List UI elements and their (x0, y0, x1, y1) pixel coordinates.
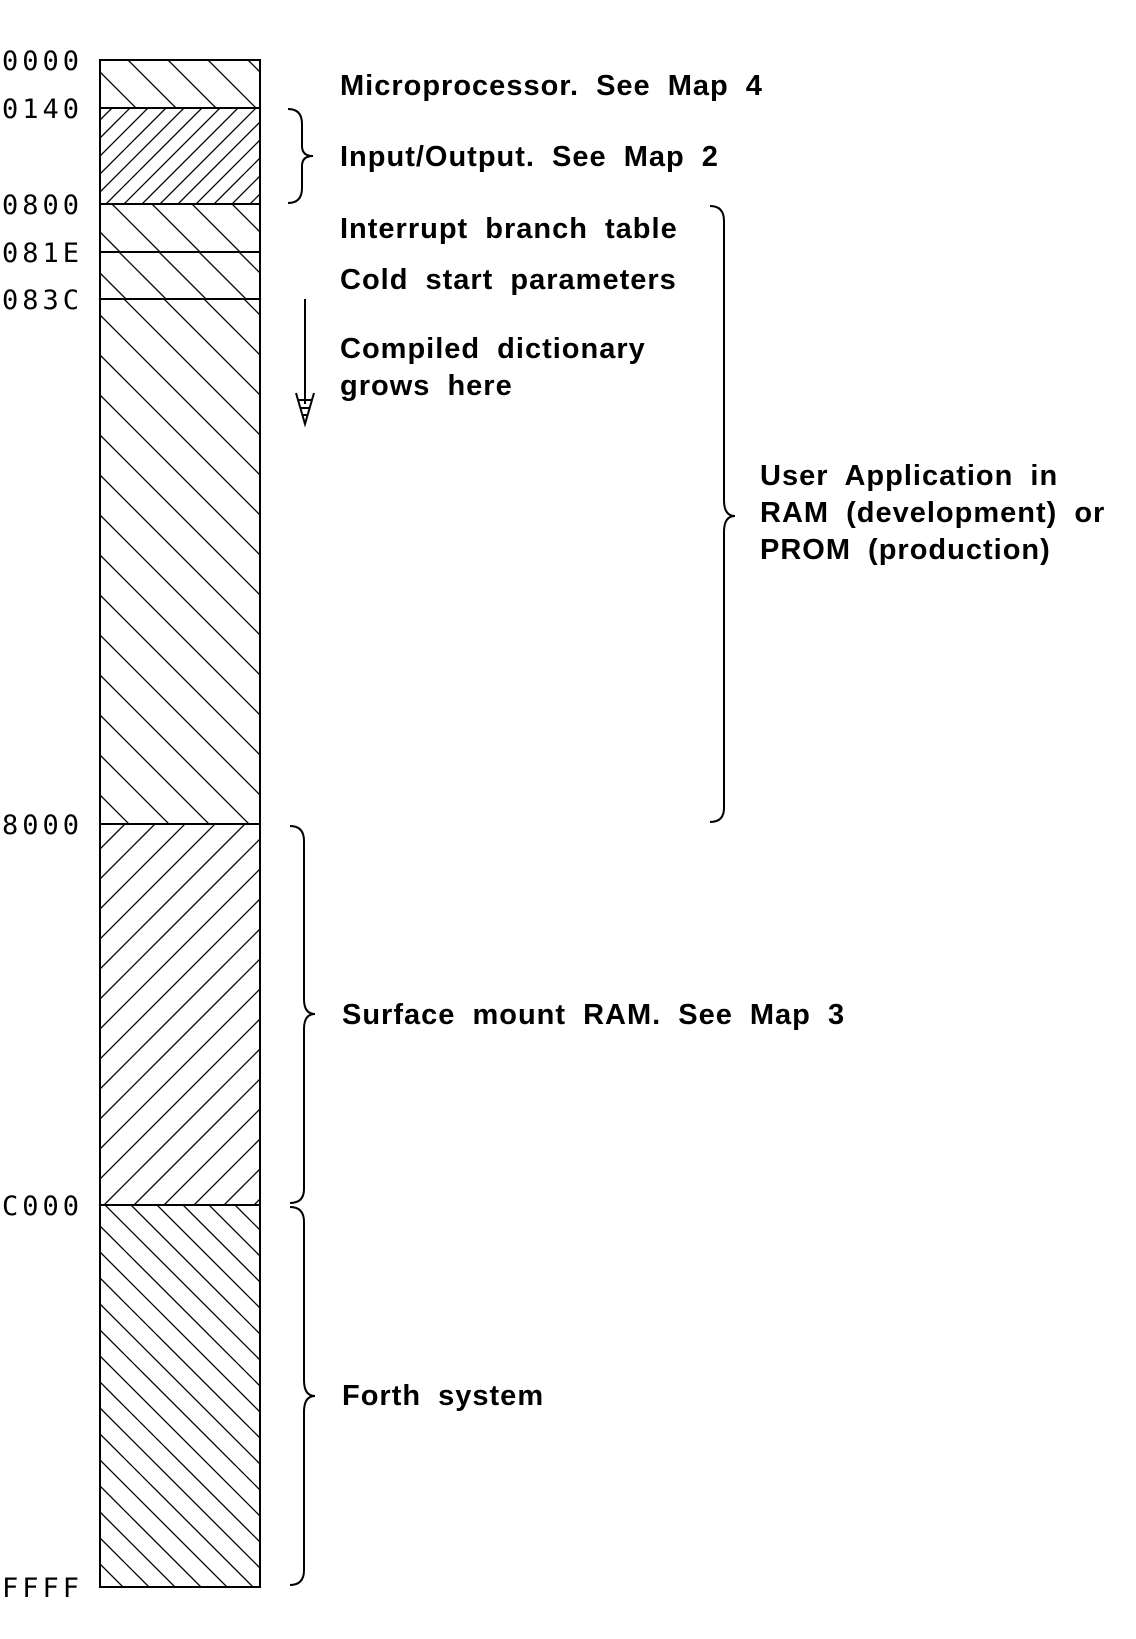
hatch-line (100, 475, 260, 635)
hatch-line (100, 342, 260, 502)
hatch-line (100, 320, 260, 480)
hatch-line (100, 374, 260, 534)
hatch-line (100, 432, 260, 592)
hatch-line (100, 1252, 260, 1412)
hatch-line (100, 1275, 260, 1435)
hatch-line (100, 56, 260, 216)
hatch-line (100, 1148, 260, 1308)
hatch-line (100, 752, 260, 912)
brace-forth-system (290, 1207, 315, 1585)
hatch-line (100, 248, 260, 408)
hatch-line (100, 264, 260, 424)
hatch-line (100, 509, 260, 669)
hatch-line (100, 1408, 260, 1568)
label-user-application-line3: PROM (production) (760, 534, 1051, 566)
hatch-line (100, 353, 260, 513)
address-8000: 8000 (2, 810, 84, 841)
hatch-line (100, 395, 260, 555)
address-ffff: FFFF (2, 1573, 84, 1604)
microprocessor-region (100, 0, 260, 632)
hatch-line (100, 176, 260, 336)
hatch-line (100, 428, 260, 588)
hatch-line (100, 862, 260, 1022)
hatch-line (100, 73, 260, 233)
hatch-line (100, 392, 260, 552)
hatch-line (100, 1435, 260, 1595)
hatch-line (100, 359, 260, 519)
hatch-line (100, 608, 260, 768)
hatch-line (100, 1330, 260, 1490)
hatch-line (100, 833, 260, 993)
hatch-line (100, 266, 260, 426)
hatch-line (100, 992, 260, 1152)
hatch-line (100, 435, 260, 595)
hatch-line (100, 113, 260, 273)
hatch-line (100, 569, 260, 729)
address-0140: 0140 (2, 94, 84, 125)
hatch-line (100, 368, 260, 528)
hatch-line (100, 230, 260, 390)
hatch-line (100, 1139, 260, 1299)
hatch-line (100, 706, 260, 866)
hatch-line (100, 272, 260, 432)
hatch-line (100, 192, 260, 352)
hatch-line (100, 1434, 260, 1594)
hatch-line (100, 315, 260, 475)
hatch-line (100, 1109, 260, 1269)
address-081e: 081E (2, 238, 84, 269)
hatch-line (100, 152, 260, 312)
hatch-line (100, 0, 260, 30)
hatch-line (100, 1382, 260, 1542)
hatch-line (100, 839, 260, 999)
hatch-line (100, 472, 260, 632)
hatch-line (100, 810, 260, 970)
hatch-line (100, 134, 260, 294)
hatch-line (100, 793, 260, 953)
hatch-line (100, 602, 260, 762)
hatch-line (100, 0, 260, 33)
hatch-line (100, 989, 260, 1149)
hatch-line (100, 675, 260, 835)
hatch-line (100, 518, 260, 678)
hatch-line (100, 432, 260, 592)
hatch-line (100, 239, 260, 399)
hatch-line (100, 914, 260, 1074)
hatch-line (100, 712, 260, 872)
hatch-line (100, 1439, 260, 1599)
hatch-line (100, 0, 260, 138)
hatch-line (100, 0, 260, 32)
hatch-line (100, 550, 260, 710)
hatch-line (100, 1379, 260, 1539)
hatch-line (100, 356, 260, 516)
hatch-line (100, 626, 260, 786)
hatch-line (100, 1096, 260, 1256)
hatch-line (100, 0, 260, 159)
hatch-line (100, 449, 260, 609)
hatch-line (100, 1174, 260, 1334)
address-083c: 083C (2, 285, 84, 316)
hatch-line (100, 0, 260, 102)
hatch-line (100, 554, 260, 714)
hatch-line (100, 193, 260, 353)
hatch-line (100, 446, 260, 606)
hatch-line (100, 122, 260, 282)
hatch-line (100, 512, 260, 672)
hatch-line (100, 836, 260, 996)
hatch-line (100, 0, 260, 69)
hatch-line (100, 1122, 260, 1282)
hatch-line (100, 0, 260, 138)
hatch-line (100, 155, 260, 315)
hatch-line (100, 1499, 260, 1639)
hatch-line (100, 1469, 260, 1629)
hatch-line (100, 593, 260, 753)
hatch-line (100, 713, 260, 873)
hatch-line (100, 393, 260, 553)
hatch-line (100, 758, 260, 918)
hatch-line (100, 572, 260, 732)
hatch-line (100, 628, 260, 788)
hatch-line (100, 4, 260, 164)
hatch-line (100, 50, 260, 210)
hatch-line (100, 0, 260, 72)
hatch-line (100, 410, 260, 570)
hatch-line (100, 1349, 260, 1509)
hatch-line (100, 186, 260, 346)
hatch-line (100, 158, 260, 318)
hatch-line (100, 576, 260, 736)
hatch-line (100, 632, 260, 792)
hatch-line (100, 940, 260, 1100)
hatch-line (100, 732, 260, 892)
hatch-line (100, 715, 260, 875)
hatch-line (100, 0, 260, 32)
hatch-line (100, 1529, 260, 1639)
hatch-line (100, 86, 260, 246)
hatch-line (100, 153, 260, 313)
hatch-line (100, 1035, 260, 1195)
hatch-line (100, 590, 260, 750)
brace-io (288, 109, 313, 203)
hatch-line (100, 633, 260, 793)
hatch-line (100, 238, 260, 398)
hatch-line (100, 680, 260, 840)
hatch-line (100, 1278, 260, 1438)
hatch-line (100, 1199, 260, 1359)
hatch-line (100, 0, 260, 39)
hatch-line (100, 1409, 260, 1569)
label-input-output: Input/Output. See Map 2 (340, 141, 719, 173)
hatch-line (100, 89, 260, 249)
hatch-line (100, 673, 260, 833)
hatch-line (100, 394, 260, 554)
hatch-line (100, 1018, 260, 1178)
hatch-line (100, 888, 260, 1048)
hatch-line (100, 14, 260, 174)
hatch-line (100, 0, 260, 60)
hatch-line (100, 1319, 260, 1479)
hatch-line (100, 966, 260, 1126)
hatch-line (100, 555, 260, 715)
hatch-line (100, 959, 260, 1119)
hatch-line (100, 0, 260, 35)
hatch-line (100, 420, 260, 580)
hatch-line (100, 1195, 260, 1355)
hatch-line (100, 355, 260, 515)
hatch-line (100, 482, 260, 642)
label-interrupt-branch-table: Interrupt branch table (340, 213, 678, 245)
hatch-line (100, 1559, 260, 1639)
hatch-line (100, 0, 260, 12)
hatch-line (100, 1356, 260, 1516)
hatch-line (100, 59, 260, 219)
hatch-line (100, 995, 260, 1155)
hatch-line (100, 473, 260, 633)
hatch-line (100, 1395, 260, 1555)
hatch-line (100, 212, 260, 372)
hatch-line (100, 82, 260, 242)
hatch-line (100, 779, 260, 939)
hatch-line (100, 472, 260, 632)
label-microprocessor: Microprocessor. See Map 4 (340, 70, 763, 102)
hatch-line (100, 672, 260, 832)
hatch-line (100, 654, 260, 814)
hatch-line (100, 515, 260, 675)
hatch-line (100, 1229, 260, 1389)
hatch-line (100, 1538, 260, 1639)
hatch-line (100, 269, 260, 429)
hatch-line (100, 232, 260, 392)
address-0800: 0800 (2, 190, 84, 221)
hatch-line (100, 392, 260, 552)
hatch-line (100, 352, 260, 512)
hatch-line (100, 553, 260, 713)
hatch-line (100, 119, 260, 279)
hatch-line (100, 232, 260, 392)
hatch-line (100, 1289, 260, 1449)
hatch-line (100, 1226, 260, 1386)
hatch-line (100, 1019, 260, 1179)
hatch-line (100, 233, 260, 393)
hatch-line (100, 329, 260, 489)
hatch-line (100, 352, 260, 512)
label-grows-here: grows here (340, 370, 513, 402)
user-application-region (100, 0, 260, 1595)
hatch-line (100, 0, 260, 72)
hatch-line (100, 1512, 260, 1639)
hatch-line (100, 479, 260, 639)
hatch-line (100, 0, 260, 8)
hatch-line (100, 284, 260, 444)
brace-surface-ram (290, 826, 315, 1203)
hatch-line (100, 464, 260, 624)
interrupt-table-region (100, 0, 260, 912)
hatch-line (100, 1259, 260, 1419)
hatch-line (100, 312, 260, 472)
hatch-line (100, 0, 260, 34)
hatch-line (100, 513, 260, 673)
hatch-line (100, 104, 260, 264)
hatch-line (100, 312, 260, 472)
hatch-line (100, 0, 260, 86)
hatch-line (100, 140, 260, 300)
hatch-line (100, 809, 260, 969)
io-region (100, 0, 260, 786)
hatch-line (100, 1616, 260, 1639)
hatch-line (100, 194, 260, 354)
hatch-line (100, 0, 260, 156)
hatch-line (100, 0, 260, 73)
hatch-line (100, 755, 260, 915)
hatch-line (100, 1315, 260, 1475)
hatch-line (100, 1079, 260, 1239)
hatch-line (100, 1169, 260, 1329)
hatch-line (100, 1355, 260, 1515)
label-surface-mount-ram: Surface mount RAM. See Map 3 (342, 999, 846, 1031)
hatch-line (100, 0, 260, 115)
label-user-application-line2: RAM (development) or (760, 497, 1106, 529)
label-cold-start-parameters: Cold start parameters (340, 264, 677, 296)
hatch-line (100, 316, 260, 476)
hatch-line (100, 592, 260, 752)
hatch-line (100, 195, 260, 355)
hatch-line (100, 446, 260, 606)
hatch-line (100, 500, 260, 660)
hatch-line (100, 929, 260, 1089)
hatch-line (100, 313, 260, 473)
hatch-line (100, 1564, 260, 1639)
hatch-line (100, 212, 260, 372)
hatch-line (100, 0, 260, 75)
hatch-line (100, 389, 260, 549)
cold-start-region (100, 0, 260, 993)
hatch-line (100, 599, 260, 759)
hatch-line (100, 795, 260, 955)
hatch-line (100, 1044, 260, 1204)
hatch-line (100, 552, 260, 712)
label-user-application-line1: User Application in (760, 460, 1059, 492)
address-0000: 0000 (2, 46, 84, 77)
hatch-line (100, 1155, 260, 1315)
hatch-line (100, 112, 260, 272)
hatch-line (100, 0, 260, 99)
hatch-line (100, 1589, 260, 1639)
hatch-line (100, 32, 260, 192)
hatch-line (100, 629, 260, 789)
hatch-line (100, 302, 260, 462)
hatch-line (100, 75, 260, 235)
hatch-line (100, 433, 260, 593)
hatch-line (100, 0, 260, 48)
hatch-line (100, 719, 260, 879)
hatch-line (100, 595, 260, 755)
hatch-line (100, 1235, 260, 1395)
hatch-line (100, 869, 260, 1029)
hatch-line (100, 875, 260, 1035)
hatch-line (100, 1049, 260, 1209)
hatch-line (100, 784, 260, 944)
hatch-line (100, 899, 260, 1059)
hatch-line (100, 392, 260, 552)
label-forth-system: Forth system (342, 1380, 545, 1412)
hatch-line (100, 524, 260, 684)
hatch-line (100, 235, 260, 395)
hatch-line (100, 749, 260, 909)
hatch-line (100, 0, 260, 9)
hatch-line (100, 338, 260, 498)
hatch-line (100, 1115, 260, 1275)
hatch-line (100, 498, 260, 658)
hatch-line (100, 272, 260, 432)
hatch-line (100, 915, 260, 1075)
hatch-line (100, 1619, 260, 1639)
hatch-line (100, 1200, 260, 1360)
hatch-line (100, 0, 260, 66)
hatch-line (100, 635, 260, 795)
hatch-line (100, 1304, 260, 1464)
label-compiled-dictionary: Compiled dictionary (340, 333, 646, 365)
brace-user-application (710, 206, 735, 822)
hatch-line (100, 33, 260, 193)
hatch-line (100, 149, 260, 309)
hatch-line (100, 536, 260, 696)
hatch-line (100, 1460, 260, 1620)
hatch-line (100, 273, 260, 433)
address-c000: C000 (2, 1191, 84, 1222)
hatch-line (100, 290, 260, 450)
hatch-line (100, 472, 260, 632)
hatch-line (100, 1590, 260, 1639)
